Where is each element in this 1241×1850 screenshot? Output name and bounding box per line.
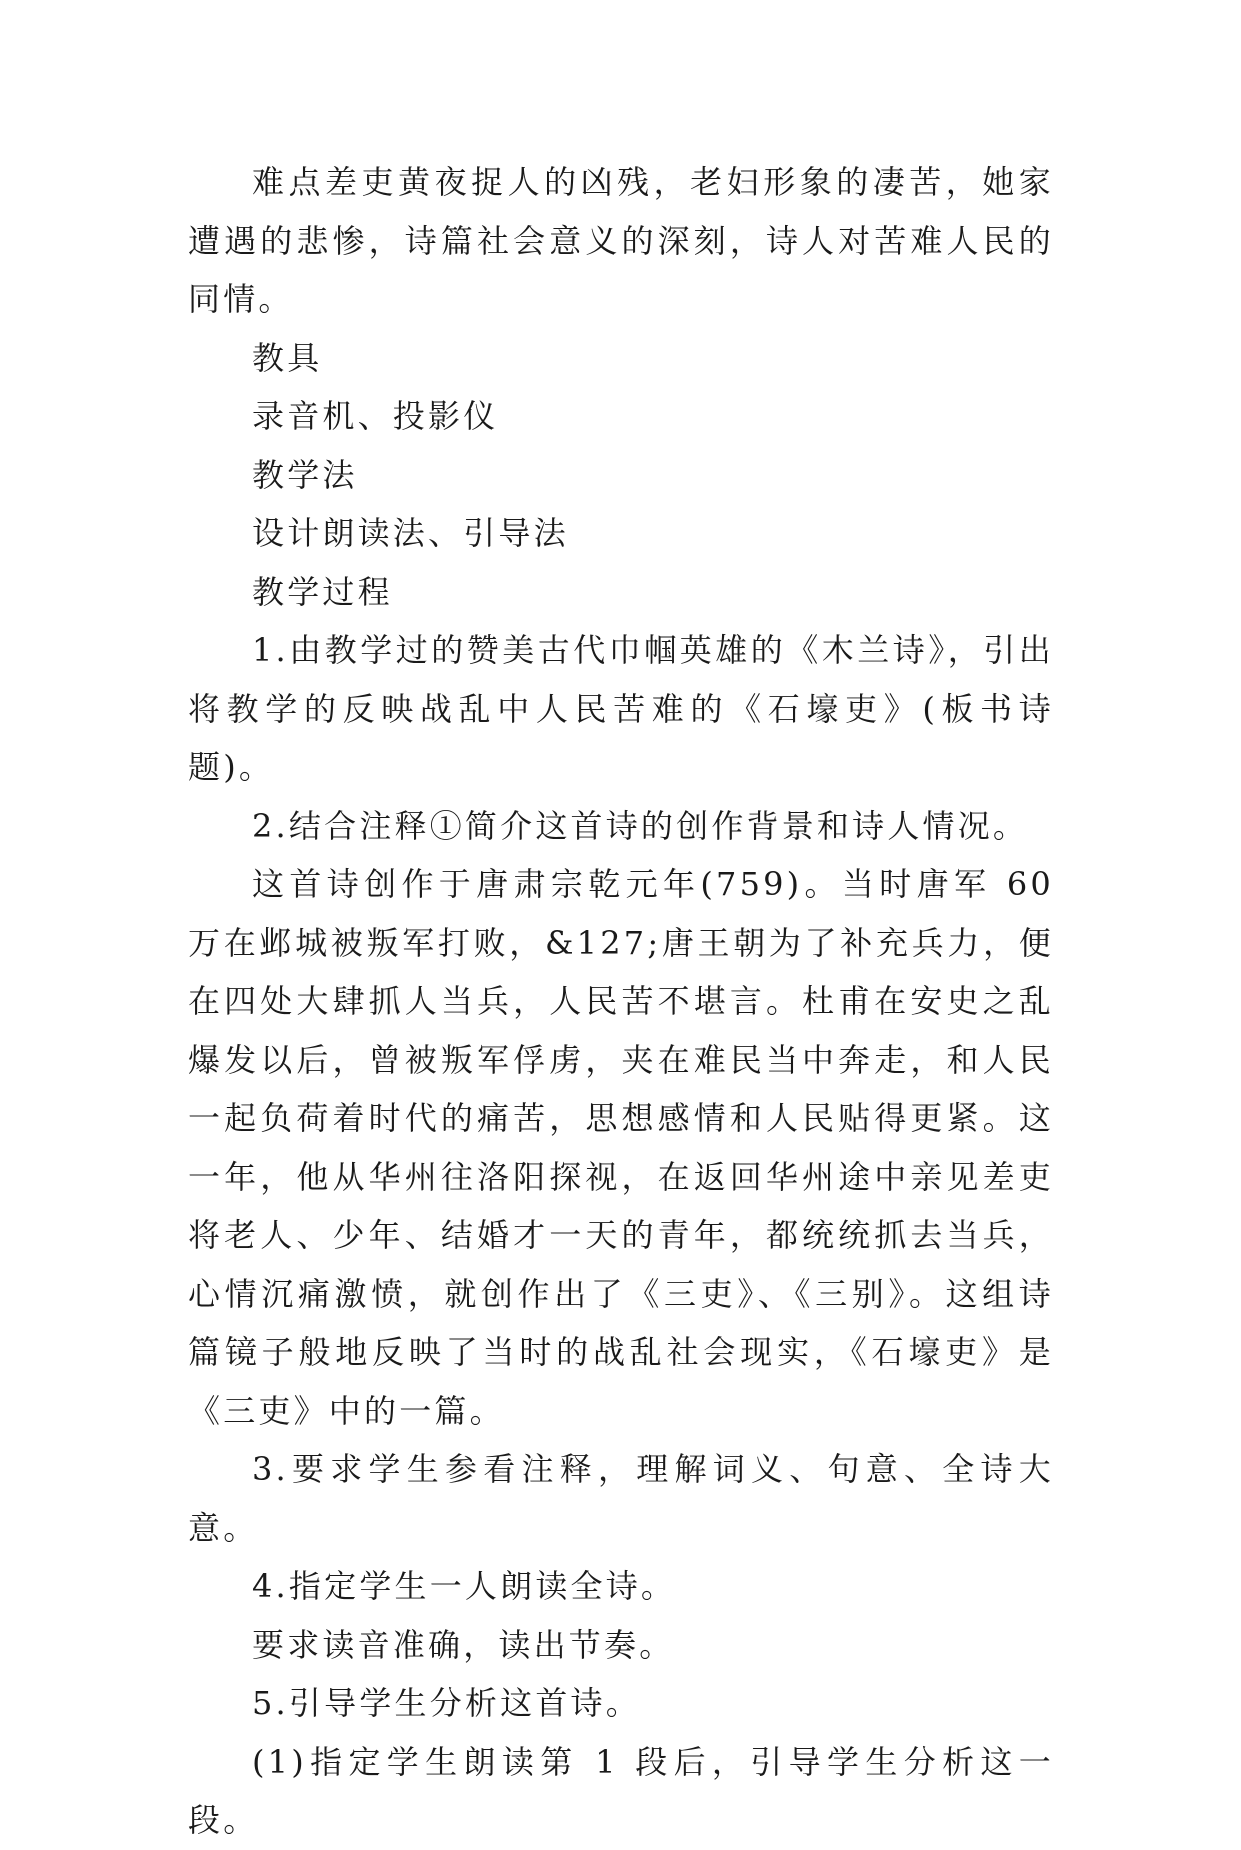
document-body xyxy=(188,153,1054,1850)
paragraph-reading-requirement: 要求读音准确，读出节奏。 xyxy=(252,1625,675,1664)
paragraph-step-2: 2.结合注释①简介这首诗的创作背景和诗人情况。 xyxy=(252,806,1029,845)
paragraph-background: 这首诗创作于唐肃宗乾元年(759)。当时唐军 60 万在邺城被叛军打败，&127;唐王朝为了补充兵力，便在四处大肆抓人当兵，人民苦不堪言。杜甫在安史之乱爆发以后，曾被叛军俘虏，夹在难民当中奔走，和人民一起负荷着时代的痛苦，思想感情和人民贴得更紧。这一年，他从华州往洛阳探视，在返回华州途中亲见差吏将老人、少年、结婚才一天的青年，都统统抓去当兵，心情沉痛激愤，就创作出了《三吏》、《三别》。这组诗篇镜子般地反映了当时的战乱社会现实，《石壕吏》是《三吏》中的一篇。 xyxy=(188,865,1054,1430)
paragraph-teaching-aids: 录音机、投影仪 xyxy=(252,397,499,435)
heading-teaching-process: 教学过程 xyxy=(252,572,393,611)
paragraph-step-5: 5.引导学生分析这首诗。 xyxy=(252,1684,641,1722)
paragraph-step-3: 3.要求学生参看注释，理解词义、句意、全诗大意。 xyxy=(188,1450,1054,1547)
paragraph-step-1: 1.由教学过的赞美古代巾帼英雄的《木兰诗》，引出将教学的反映战乱中人民苦难的《石壕吏》(板书诗题)。 xyxy=(188,631,1054,786)
paragraph-difficulty: 难点差吏黄夜捉人的凶残，老妇形象的凄苦，她家遭遇的悲惨，诗篇社会意义的深刻，诗人对苦难人民的同情。 xyxy=(188,163,1054,318)
paragraph-step-4: 4.指定学生一人朗读全诗。 xyxy=(252,1567,677,1605)
paragraph-teaching-method: 设计朗读法、引导法 xyxy=(252,514,569,552)
heading-teaching-method: 教学法 xyxy=(252,455,358,494)
paragraph-step-5-1: (1)指定学生朗读第 1 段后，引导学生分析这一段。 xyxy=(188,1742,1054,1839)
heading-teaching-aids: 教具 xyxy=(252,338,323,377)
